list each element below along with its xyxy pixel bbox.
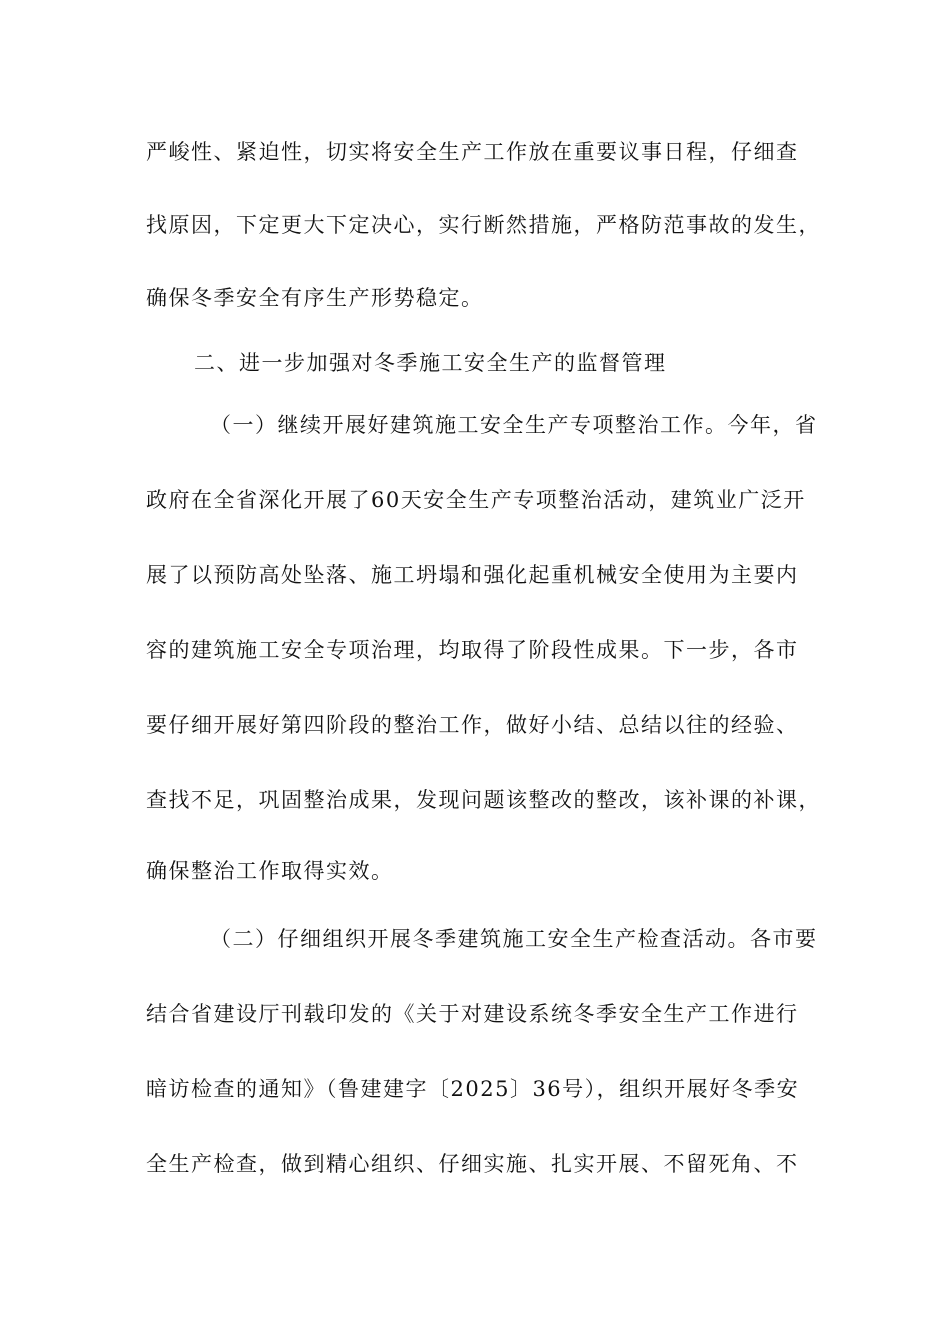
paragraph-line: 政府在全省深化开展了60天安全生产专项整治活动，建筑业广泛开 [146, 488, 806, 512]
paragraph-line: 找原因，下定更大下定决心，实行断然措施，严格防范事故的发生， [146, 213, 821, 237]
paragraph-line: 严峻性、紧迫性，切实将安全生产工作放在重要议事日程，仔细查 [146, 140, 799, 164]
paragraph-line: 全生产检查，做到精心组织、仔细实施、扎实开展、不留死角、不 [146, 1152, 799, 1176]
subsection-heading: （二）仔细组织开展冬季建筑施工安全生产检查活动。各市要 [210, 927, 818, 951]
paragraph-line: 查找不足，巩固整治成果，发现问题该整改的整改，该补课的补课， [146, 788, 821, 812]
paragraph-line: 结合省建设厅刊载印发的《关于对建设系统冬季安全生产工作进行 [146, 1002, 799, 1026]
paragraph-line: 展了以预防高处坠落、施工坍塌和强化起重机械安全使用为主要内 [146, 563, 799, 587]
paragraph-line: 容的建筑施工安全专项治理，均取得了阶段性成果。下一步，各市 [146, 638, 799, 662]
paragraph-line: 确保冬季安全有序生产形势稳定。 [146, 286, 484, 310]
paragraph-line: 暗访检查的通知》（鲁建建字〔2025〕36号），组织开展好冬季安 [146, 1077, 800, 1101]
subsection-heading: （一）继续开展好建筑施工安全生产专项整治工作。今年，省 [210, 413, 818, 437]
section-heading: 二、进一步加强对冬季施工安全生产的监督管理 [194, 351, 667, 375]
paragraph-line: 要仔细开展好第四阶段的整治工作，做好小结、总结以往的经验、 [146, 713, 799, 737]
paragraph-line: 确保整治工作取得实效。 [146, 859, 394, 883]
